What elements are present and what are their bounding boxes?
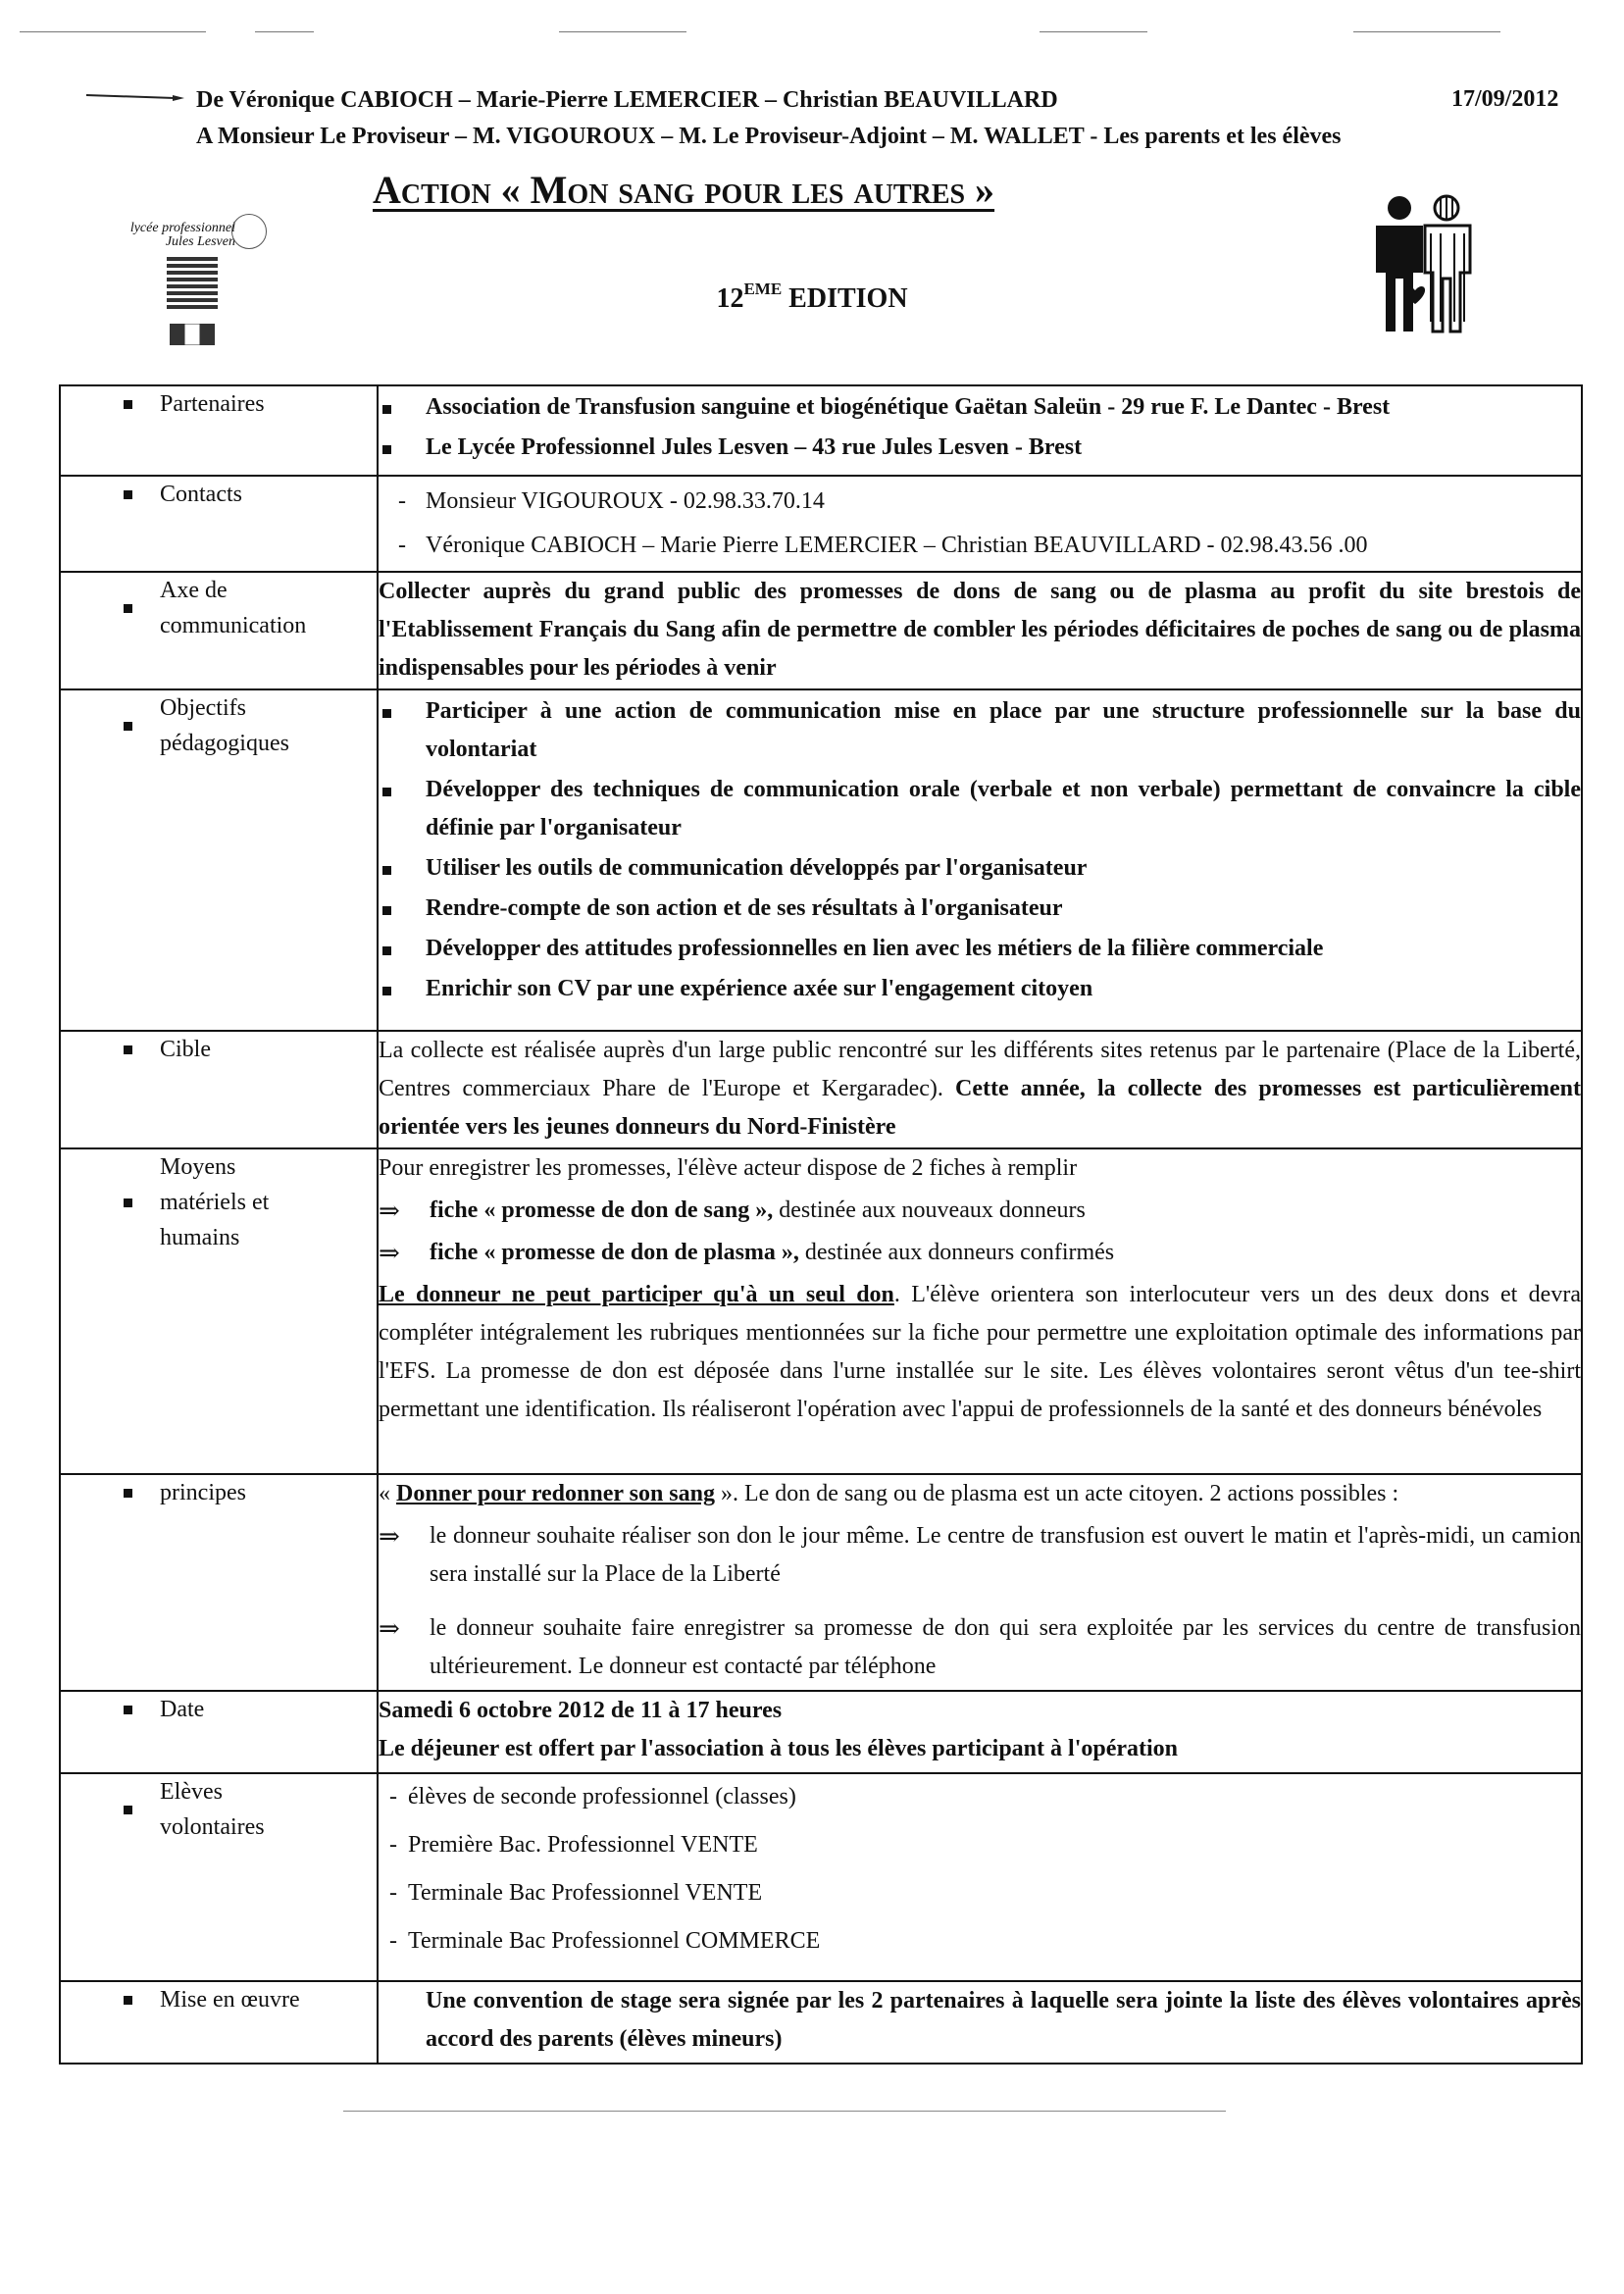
square-bullet-icon xyxy=(379,849,426,888)
principes-slogan: Donner pour redonner son sang xyxy=(396,1481,715,1506)
student-group: Première Bac. Professionnel VENTE xyxy=(408,1832,758,1858)
moyens-rule xyxy=(379,1276,1581,1429)
edition-suffix: EME xyxy=(743,280,783,298)
content-cell xyxy=(378,1981,1582,2064)
moyens-intro: Pour enregistrer les promesses, l'élève acteur dispose de 2 fiches à remplir xyxy=(379,1155,1078,1181)
row-label: Moyens matériels et humains xyxy=(160,1154,270,1250)
list-item: - Terminale Bac Professionnel COMMERCE xyxy=(379,1922,1581,1961)
axe-text: Collecter auprès du grand public des promesses de dons de sang ou de plasma au profit du site brestois de l'Etablissement Français du Sang afin de permettre de combler les périodes déficitaires de poches de sang ou de plasma indispensables pour les périodes à venir xyxy=(379,579,1581,681)
scan-line xyxy=(559,31,686,32)
scan-line xyxy=(343,2111,1226,2112)
list-item xyxy=(379,930,1581,968)
square-bullet-icon xyxy=(124,1045,132,1054)
content-cell xyxy=(378,385,1582,476)
student-group: Terminale Bac Professionnel VENTE xyxy=(408,1880,763,1906)
document-title: Action « Mon sang pour les autres » xyxy=(373,168,995,212)
square-bullet-icon xyxy=(124,1806,132,1814)
label-cell xyxy=(60,1981,378,2064)
square-bullet-icon xyxy=(379,970,426,1008)
list-item xyxy=(379,970,1581,1008)
list-item xyxy=(379,1192,1581,1230)
couple-heart-icon xyxy=(1368,194,1476,336)
row-contacts xyxy=(60,476,1582,572)
mise-text: Une convention de stage sera signée par les 2 partenaires à laquelle sera jointe la liste des élèves volontaires après accord des parents (élèves mineurs) xyxy=(426,1988,1581,2052)
action-table xyxy=(59,384,1583,2065)
list-item xyxy=(379,692,1581,769)
objective-item: Utiliser les outils de communication développés par l'organisateur xyxy=(426,855,1088,881)
fiche-name: fiche « promesse de don de sang », xyxy=(430,1198,774,1223)
recipient-line: A Monsieur Le Proviseur – M. VIGOUROUX – M. Le Proviseur-Adjoint – M. WALLET - Les parents et les élèves xyxy=(196,124,1342,149)
principe-item: le donneur souhaite réaliser son don le jour même. Le centre de transfusion est ouvert le matin et l'après-midi, un camion sera installé sur la Place de la Liberté xyxy=(430,1523,1581,1587)
content-cell xyxy=(378,572,1582,689)
square-bullet-icon xyxy=(124,1489,132,1498)
double-arrow-icon: ⇒ xyxy=(379,1614,400,1643)
square-bullet-icon xyxy=(124,1198,132,1207)
content-cell xyxy=(378,1773,1582,1981)
content-cell xyxy=(378,1474,1582,1691)
label-cell xyxy=(60,1773,378,1981)
row-label: principes xyxy=(160,1480,246,1505)
edition-word: EDITION xyxy=(782,283,908,314)
square-bullet-icon xyxy=(379,930,426,968)
lycee-logo: lycée professionnel Jules Lesven xyxy=(129,221,235,249)
student-group: élèves de seconde professionnel (classes) xyxy=(408,1784,796,1810)
quote-open: « xyxy=(379,1481,396,1506)
row-label: Elèves volontaires xyxy=(160,1779,265,1840)
row-axe xyxy=(60,572,1582,689)
scan-line xyxy=(255,31,314,32)
square-bullet-icon xyxy=(379,388,426,427)
scan-line xyxy=(1353,31,1500,32)
cible-text: La collecte est réalisée auprès d'un large public rencontré sur les différents sites retenus par le partenaire (Place de la Liberté, Centres commerciaux Phare de l'Europe et Kergaradec). xyxy=(379,1038,1581,1101)
list-item: - Première Bac. Professionnel VENTE xyxy=(379,1826,1581,1864)
label-cell xyxy=(60,1474,378,1691)
square-bullet-icon xyxy=(124,1706,132,1714)
objective-item: Participer à une action de communication mise en place par une structure professionnelle sur la base du volontariat xyxy=(426,698,1581,762)
double-arrow-icon: ⇒ xyxy=(379,1197,400,1225)
objective-item: Développer des techniques de communication orale (verbale et non verbale) permettant de convaincre la cible définie par l'organisateur xyxy=(426,777,1581,841)
row-label: Date xyxy=(160,1697,205,1722)
list-item xyxy=(379,1609,1581,1686)
square-bullet-icon xyxy=(379,429,426,467)
square-bullet-icon xyxy=(379,771,426,809)
content-cell xyxy=(378,1031,1582,1148)
row-label: Partenaires xyxy=(160,391,265,417)
objective-item: Développer des attitudes professionnelles en lien avec les métiers de la filière commerciale xyxy=(426,936,1324,961)
double-arrow-icon: ⇒ xyxy=(379,1522,400,1551)
content-cell xyxy=(378,689,1582,1031)
double-arrow-icon: ⇒ xyxy=(379,1239,400,1267)
list-item xyxy=(379,1234,1581,1272)
fiche-name: fiche « promesse de don de plasma », xyxy=(430,1240,799,1265)
list-item: - Monsieur VIGOUROUX - 02.98.33.70.14 xyxy=(379,483,1581,521)
square-bullet-icon xyxy=(124,722,132,731)
objective-item: Rendre-compte de son action et de ses résultats à l'organisateur xyxy=(426,895,1063,921)
row-objectifs xyxy=(60,689,1582,1031)
content-cell xyxy=(378,1148,1582,1474)
square-bullet-icon xyxy=(379,692,426,731)
content-cell xyxy=(378,476,1582,572)
list-item: - élèves de seconde professionnel (classes) xyxy=(379,1778,1581,1816)
document-date: 17/09/2012 xyxy=(1451,86,1559,112)
list-item: - Terminale Bac Professionnel VENTE xyxy=(379,1874,1581,1912)
list-item xyxy=(379,388,1581,427)
row-label: Objectifs pédagogiques xyxy=(160,695,289,756)
square-bullet-icon xyxy=(124,400,132,409)
row-label: Axe de communication xyxy=(160,578,307,638)
list-item xyxy=(379,1517,1581,1594)
row-mise-en-oeuvre xyxy=(60,1981,1582,2064)
label-cell xyxy=(60,572,378,689)
stamp-icon xyxy=(231,214,267,249)
row-partenaires xyxy=(60,385,1582,476)
label-cell xyxy=(60,1148,378,1474)
principes-intro xyxy=(379,1475,1581,1513)
principe-item: le donneur souhaite faire enregistrer sa promesse de don qui sera exploitée par les services du centre de transfusion ultérieurement. Le donneur est contacté par téléphone xyxy=(430,1615,1581,1679)
row-date xyxy=(60,1691,1582,1773)
square-bullet-icon xyxy=(124,604,132,613)
fiche-desc: destinée aux donneurs confirmés xyxy=(798,1240,1115,1265)
row-label: Contacts xyxy=(160,482,242,507)
label-cell xyxy=(60,385,378,476)
list-item xyxy=(379,429,1581,467)
row-label: Cible xyxy=(160,1037,211,1062)
list-item xyxy=(379,890,1581,928)
row-label: Mise en œuvre xyxy=(160,1987,300,2013)
row-cible xyxy=(60,1031,1582,1148)
french-flag-icon xyxy=(170,324,215,345)
square-bullet-icon xyxy=(124,490,132,499)
scan-line xyxy=(1040,31,1147,32)
objective-item: Enrichir son CV par une expérience axée sur l'engagement citoyen xyxy=(426,976,1093,1001)
student-group: Terminale Bac Professionnel COMMERCE xyxy=(408,1928,821,1954)
principes-intro-text: ». Le don de sang ou de plasma est un acte citoyen. 2 actions possibles : xyxy=(714,1481,1399,1506)
row-moyens xyxy=(60,1148,1582,1474)
label-cell xyxy=(60,476,378,572)
moyens-rule-bold: Le donneur ne peut participer qu'à un seul don xyxy=(379,1282,894,1307)
square-bullet-icon xyxy=(379,890,426,928)
pen-icon xyxy=(86,93,184,101)
contact-item: Monsieur VIGOUROUX - 02.98.33.70.14 xyxy=(426,488,825,514)
moyens-rule-text: . L'élève orientera son interlocuteur vers un des deux dons et devra compléter intégralement les rubriques mentionnées sur la fiche pour permettre une exploitation optimale des informations par l'EFS. La promesse de don est déposée dans l'urne installée sur le site. Les élèves volontaires seront vêtus d'un tee-shirt permettant une identification. Ils réaliseront l'opération avec l'appui de professionnels de la santé et des donneurs bénévoles xyxy=(379,1282,1581,1422)
list-item: - Véronique CABIOCH – Marie Pierre LEMERCIER – Christian BEAUVILLARD - 02.98.43.56 .00 xyxy=(379,527,1581,565)
row-principes xyxy=(60,1474,1582,1691)
list-item xyxy=(379,771,1581,847)
list-item xyxy=(379,849,1581,888)
label-cell xyxy=(60,1031,378,1148)
ministry-logo xyxy=(167,257,218,312)
label-cell xyxy=(60,1691,378,1773)
content-cell xyxy=(378,1691,1582,1773)
edition-number: 12 xyxy=(716,283,744,314)
contact-item: Véronique CABIOCH – Marie Pierre LEMERCIER – Christian BEAUVILLARD - 02.98.43.56 .00 xyxy=(426,533,1368,558)
event-date: Samedi 6 octobre 2012 de 11 à 17 heures xyxy=(379,1698,783,1723)
label-cell xyxy=(60,689,378,1031)
scan-line xyxy=(20,31,206,32)
lunch-note: Le déjeuner est offert par l'association à tous les élèves participant à l'opération xyxy=(379,1736,1179,1761)
row-eleves xyxy=(60,1773,1582,1981)
partner-item: Association de Transfusion sanguine et biogénétique Gaëtan Saleün - 29 rue F. Le Dantec - Brest xyxy=(426,394,1391,420)
square-bullet-icon xyxy=(124,1996,132,2005)
cible-text-bold: Cette année, la collecte des promesses est particulièrement orientée vers les jeunes donneurs du Nord-Finistère xyxy=(379,1076,1582,1140)
partner-item: Le Lycée Professionnel Jules Lesven – 43 rue Jules Lesven - Brest xyxy=(426,434,1083,460)
sender-line: De Véronique CABIOCH – Marie-Pierre LEMERCIER – Christian BEAUVILLARD xyxy=(196,87,1058,113)
fiche-desc: destinée aux nouveaux donneurs xyxy=(773,1198,1086,1223)
